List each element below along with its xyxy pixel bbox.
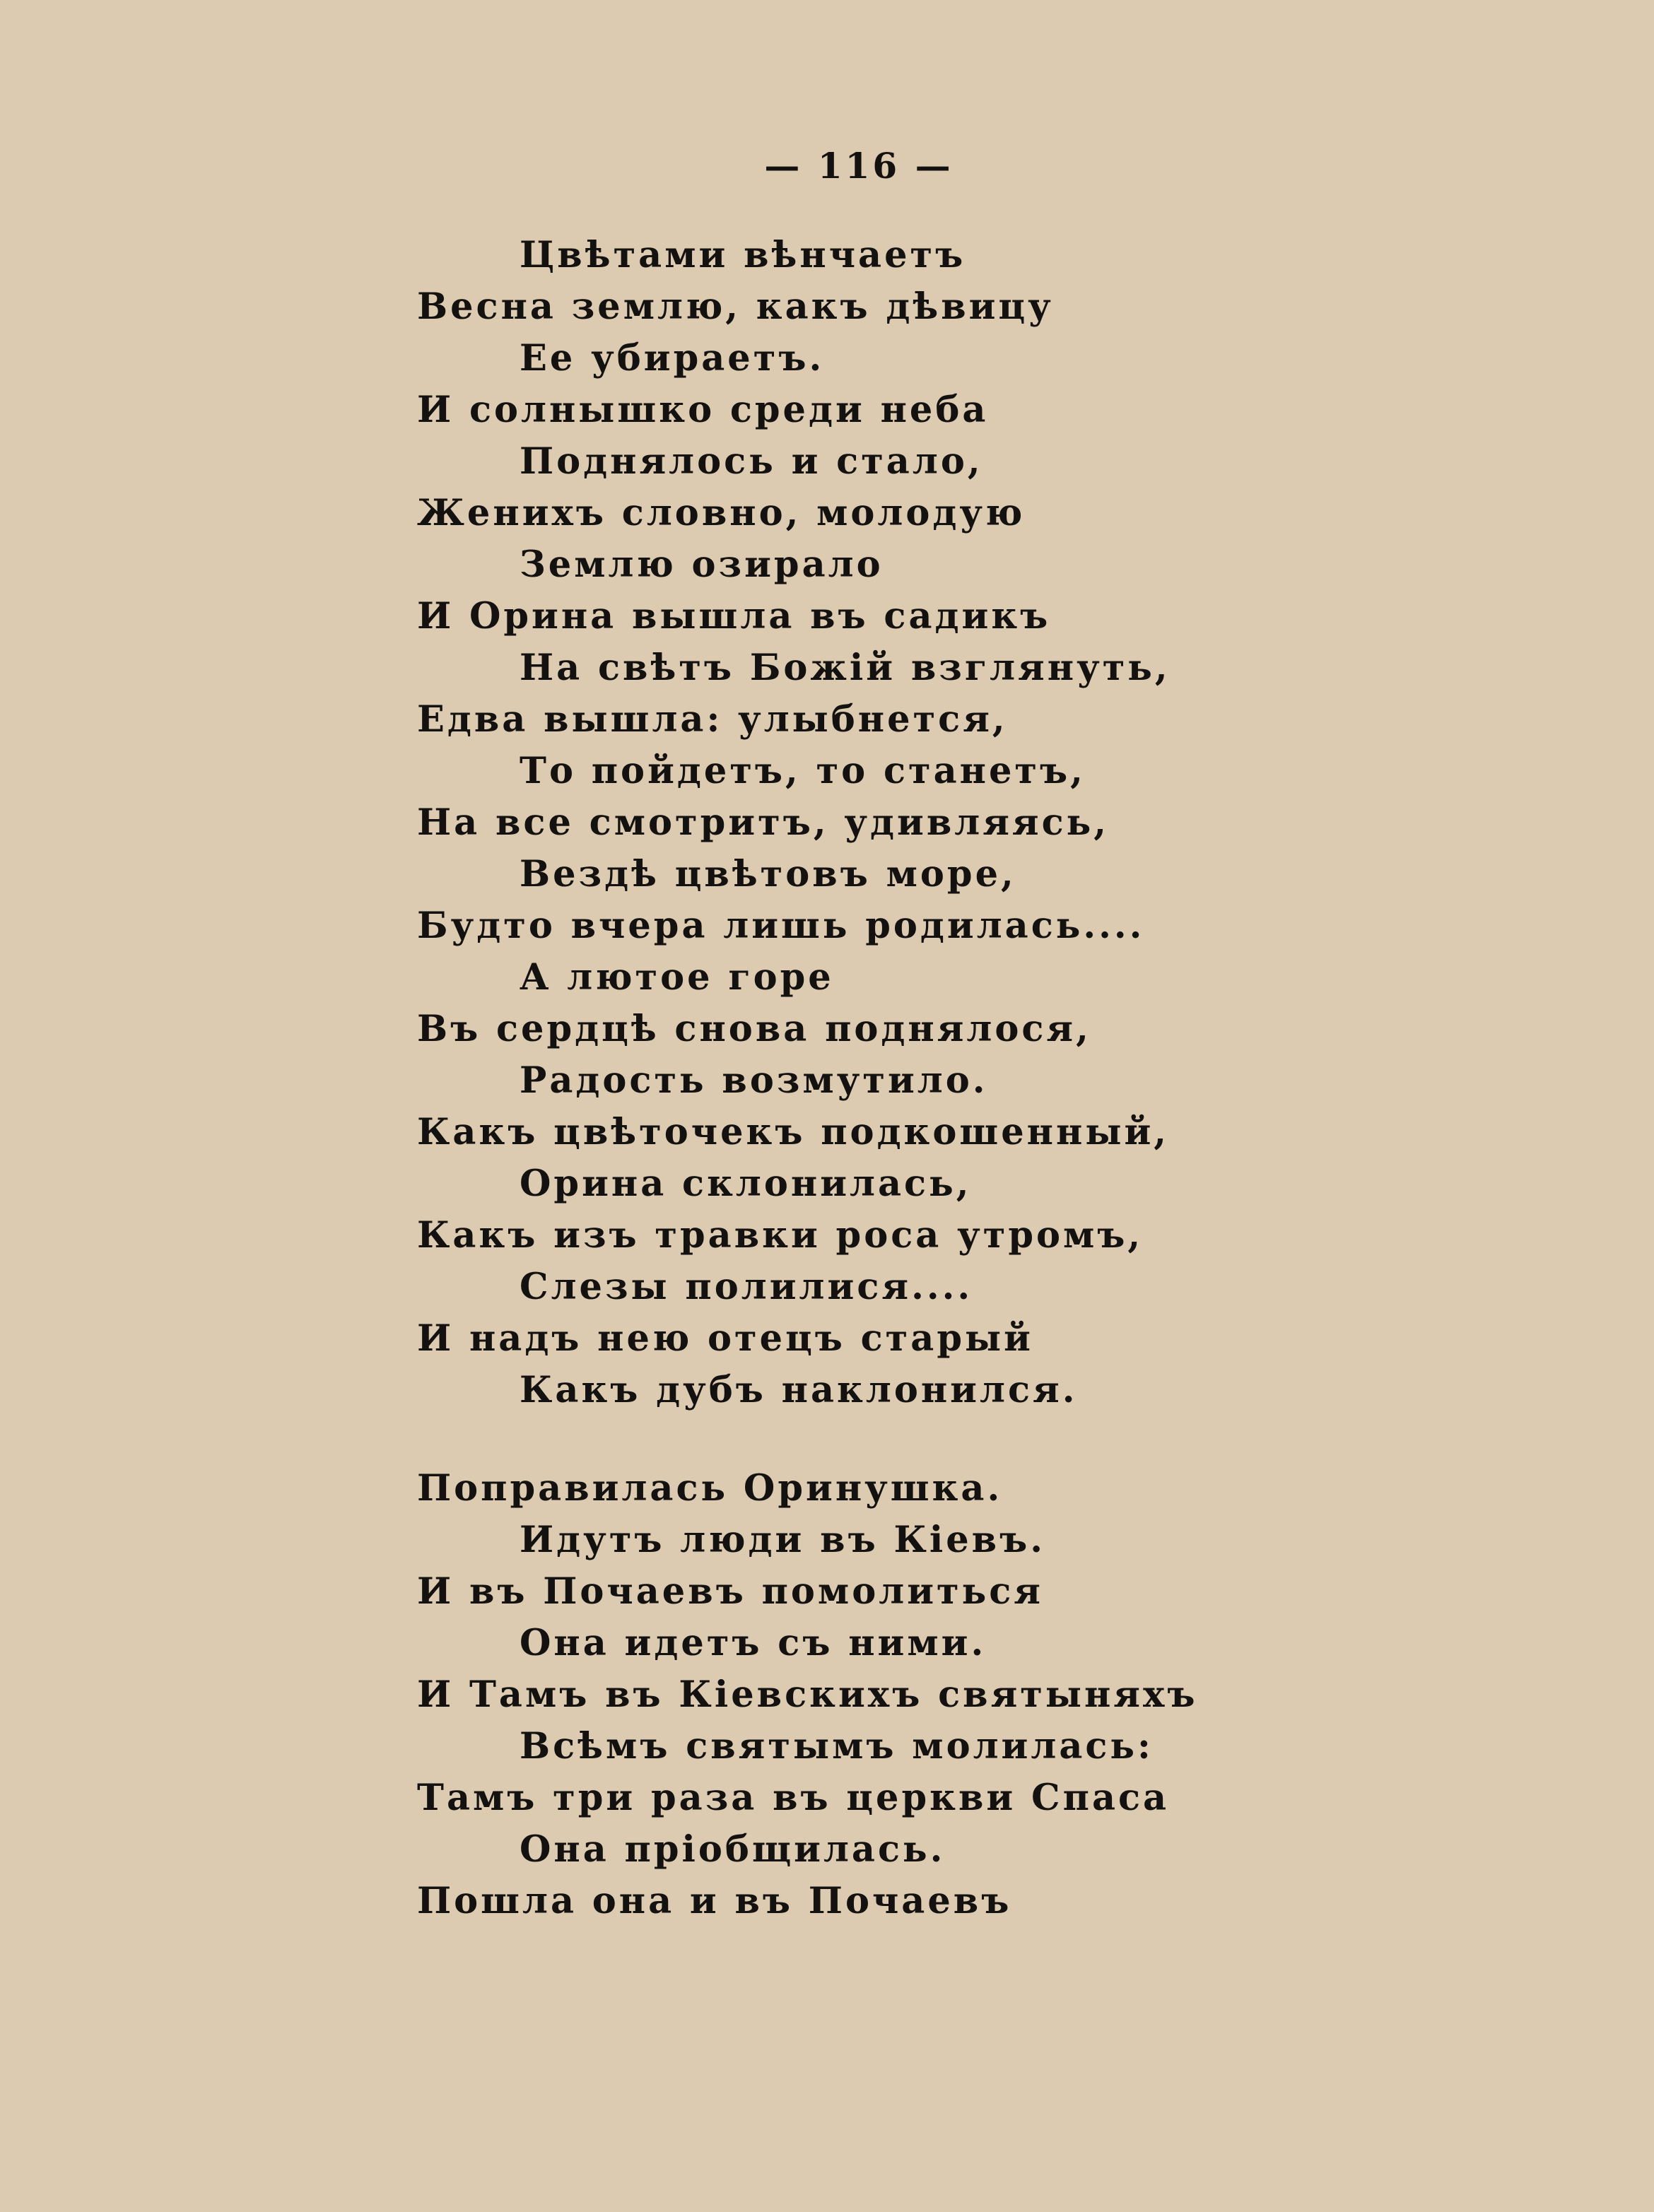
poem-line: Цвѣтами вѣнчаетъ bbox=[520, 234, 966, 276]
poem-line: То пойдетъ, то станетъ, bbox=[520, 750, 1086, 792]
page-number: — 116 — bbox=[764, 145, 954, 187]
poem-line: Въ сердцѣ снова поднялося, bbox=[417, 1008, 1091, 1050]
poem-line: Тамъ три раза въ церкви Спаса bbox=[417, 1777, 1170, 1819]
poem-line: Она идетъ съ ними. bbox=[520, 1622, 987, 1664]
poem-line: Какъ цвѣточекъ подкошенный, bbox=[417, 1111, 1170, 1153]
poem-line: Женихъ словно, молодую bbox=[417, 492, 1026, 534]
poem-line: Будто вчера лишь родилась.... bbox=[417, 905, 1145, 947]
poem-line: Вездѣ цвѣтовъ море, bbox=[520, 853, 1016, 895]
poem-line: И солнышко среди неба bbox=[417, 389, 989, 431]
poem-line: Ее убираетъ. bbox=[520, 337, 825, 380]
poem-line: Какъ дубъ наклонился. bbox=[520, 1369, 1078, 1411]
poem-line: Она пріобщилась. bbox=[520, 1828, 946, 1871]
poem-line: И надъ нею отецъ старый bbox=[417, 1317, 1033, 1360]
poem-line: А лютое горе bbox=[520, 956, 834, 999]
poem-line: Едва вышла: улыбнется, bbox=[417, 698, 1008, 741]
poem-line: На свѣтъ Божій взглянуть, bbox=[520, 647, 1171, 689]
poem-line: Поднялось и стало, bbox=[520, 440, 983, 483]
poem-line: Всѣмъ святымъ молилась: bbox=[520, 1725, 1154, 1767]
poem-line: Пошла она и въ Почаевъ bbox=[417, 1880, 1012, 1922]
poem-line: И Тамъ въ Кіевскихъ святыняхъ bbox=[417, 1673, 1198, 1716]
poem-line: Землю озирало bbox=[520, 543, 884, 586]
poem-stanza-1 bbox=[417, 230, 1407, 1416]
poem-line: И въ Почаевъ помолиться bbox=[417, 1570, 1043, 1613]
poem-line: Какъ изъ травки роса утромъ, bbox=[417, 1214, 1144, 1257]
poem-line: И Орина вышла въ садикъ bbox=[417, 595, 1051, 637]
poem-stanza-2 bbox=[417, 1463, 1407, 1927]
poem-line: Идутъ люди въ Кіевъ. bbox=[520, 1519, 1045, 1561]
poem-line: Орина склонилась, bbox=[520, 1163, 972, 1205]
poem-line: На все смотритъ, удивляясь, bbox=[417, 801, 1110, 844]
poem-line: Весна землю, какъ дѣвицу bbox=[417, 286, 1054, 328]
poem-line: Поправилась Оринушка. bbox=[417, 1467, 1003, 1510]
poem-line: Радость возмутило. bbox=[520, 1059, 988, 1102]
poem-line: Слезы полилися.... bbox=[520, 1266, 973, 1308]
